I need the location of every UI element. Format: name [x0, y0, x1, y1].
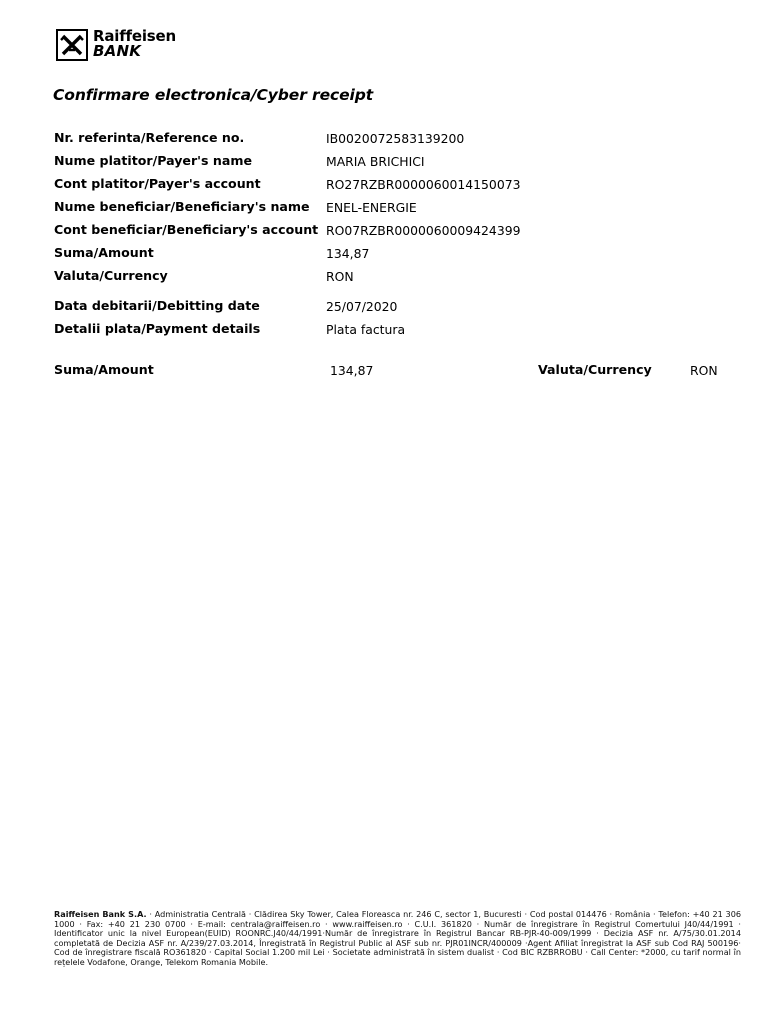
field-value: RO07RZBR0000060009424399 [326, 223, 521, 238]
field-label: Cont platitor/Payer's account [54, 176, 261, 191]
field-value: MARIA BRICHICI [326, 154, 425, 169]
field-row [54, 176, 734, 196]
field-label: Detalii plata/Payment details [54, 321, 261, 336]
field-label: Nr. referinta/Reference no. [54, 130, 245, 145]
field-value: RO27RZBR0000060014150073 [326, 177, 521, 192]
field-value: RON [326, 269, 354, 284]
field-label: Suma/Amount [54, 245, 154, 260]
raiffeisen-cross-logo-icon [56, 29, 88, 61]
field-row [54, 268, 734, 288]
footer-company: Raiffeisen Bank S.A. [54, 909, 147, 919]
field-value: IB0020072583139200 [326, 131, 465, 146]
summary-amount-label: Suma/Amount [54, 362, 154, 377]
page-title: Confirmare electronica/Cyber receipt [53, 86, 374, 104]
field-row [54, 321, 734, 341]
summary-amount-value: 134,87 [330, 363, 374, 378]
bank-logo-text [93, 29, 176, 59]
field-row [54, 153, 734, 173]
bank-name-line2: BANK [93, 42, 142, 60]
legal-footer [54, 910, 741, 967]
field-row [54, 222, 734, 242]
field-value: ENEL-ENERGIE [326, 200, 417, 215]
field-value: Plata factura [326, 322, 406, 337]
field-value: 134,87 [326, 246, 370, 261]
field-row [54, 298, 734, 318]
summary-currency-value: RON [690, 363, 718, 378]
field-row [54, 130, 734, 150]
field-row [54, 199, 734, 219]
summary-row [54, 362, 734, 382]
field-label: Data debitarii/Debitting date [54, 298, 260, 313]
bank-name-line1: Raiffeisen [93, 27, 176, 45]
field-label: Valuta/Currency [54, 268, 168, 283]
field-value: 25/07/2020 [326, 299, 398, 314]
summary-currency-label: Valuta/Currency [538, 362, 652, 377]
field-label: Cont beneficiar/Beneficiary's account [54, 222, 319, 237]
field-label: Nume beneficiar/Beneficiary's name [54, 199, 310, 214]
footer-text: · Administratia Centrală · Clădirea Sky Tower, Calea Floreasca nr. 246 C, sector 1, Bucuresti · Cod postal 014476 · România · Telefon: +40 21 306 1000 · Fax: +40 21 230 0700 · E-mail: centrala@raiffeisen.ro · www.raiffeisen.ro · C.U.I. 361820 · Număr de înregistrare în Registrul Comertului J40/44/1991 · Identificator unic la nivel European(EUID) ROONRC.J40/44/1991·Număr de înregistrare în Registrul Bancar RB-PJR-40-009/1999 · Decizia ASF nr. A/75/30.01.2014 completată de Decizia ASF nr. A/239/27.03.2014, Înregistrată în Registrul Public al ASF sub nr. PJR01INCR/400009 ·Agent Afiliat înregistrat la ASF sub Cod RAJ 500196· Cod de înregistrare fiscală RO361820 · Capital Social 1.200 mil Lei · Societate administrată în sistem dualist · Cod BIC RZBRROBU · Call Center: *2000, cu tarif normal în rețelele Vodafone, Orange, Telekom Romania Mobile. [54, 909, 741, 967]
field-label: Nume platitor/Payer's name [54, 153, 253, 168]
field-row [54, 245, 734, 265]
